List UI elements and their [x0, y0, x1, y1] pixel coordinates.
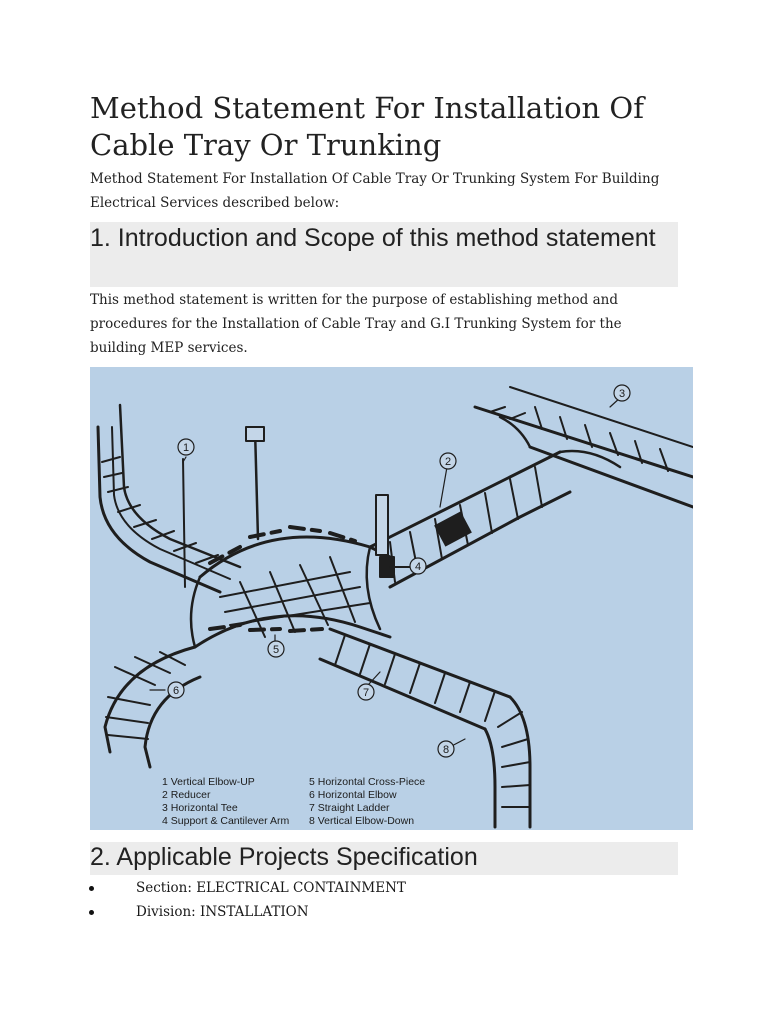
section-2-heading: 2. Applicable Projects Specification — [90, 842, 678, 875]
spec-list — [0, 876, 768, 924]
svg-text:4: 4 — [414, 561, 422, 573]
svg-text:5: 5 — [272, 644, 280, 656]
legend-item: 1 Vertical Elbow-UP — [162, 776, 255, 788]
legend-item: 3 Horizontal Tee — [162, 802, 238, 814]
svg-text:3: 3 — [618, 388, 626, 400]
list-item-text: Division: INSTALLATION — [136, 904, 309, 920]
legend-item: 4 Support & Cantilever Arm — [162, 815, 290, 827]
section-1-paragraph: This method statement is written for the purpose of establishing method and procedures for the Installation of Cable Tray and G.I Trunking System for the building MEP services. — [90, 292, 622, 356]
bullet-icon — [89, 886, 94, 891]
callout-5 — [268, 641, 284, 657]
legend-item: 8 Vertical Elbow-Down — [309, 815, 415, 827]
callout-6 — [168, 682, 184, 698]
list-item — [0, 900, 768, 924]
callout-1 — [178, 439, 194, 455]
section-1-heading: 1. Introduction and Scope of this method statement — [90, 222, 678, 287]
bullet-icon — [89, 910, 94, 915]
legend-item: 2 Reducer — [162, 789, 211, 801]
callout-4 — [410, 558, 426, 574]
callout-7 — [358, 684, 374, 700]
callout-8 — [438, 741, 454, 757]
svg-text:2: 2 — [444, 456, 452, 468]
intro-text: Method Statement For Installation Of Cable Tray Or Trunking System For Building Electrical Services described below: — [90, 171, 660, 211]
list-item — [0, 876, 768, 900]
svg-text:7: 7 — [362, 687, 370, 699]
list-item-text: Section: ELECTRICAL CONTAINMENT — [136, 880, 406, 896]
callout-3 — [614, 385, 630, 401]
legend-item: 5 Horizontal Cross-Piece — [309, 776, 426, 788]
page-title: Method Statement For Installation Of Cable Tray Or Trunking — [90, 91, 644, 162]
svg-text:6: 6 — [172, 685, 180, 697]
svg-text:1: 1 — [182, 442, 190, 454]
legend-item: 7 Straight Ladder — [309, 802, 390, 814]
cable-tray-diagram — [90, 367, 693, 830]
legend-item: 6 Horizontal Elbow — [309, 789, 397, 801]
callout-2 — [440, 453, 456, 469]
svg-text:8: 8 — [442, 744, 450, 756]
